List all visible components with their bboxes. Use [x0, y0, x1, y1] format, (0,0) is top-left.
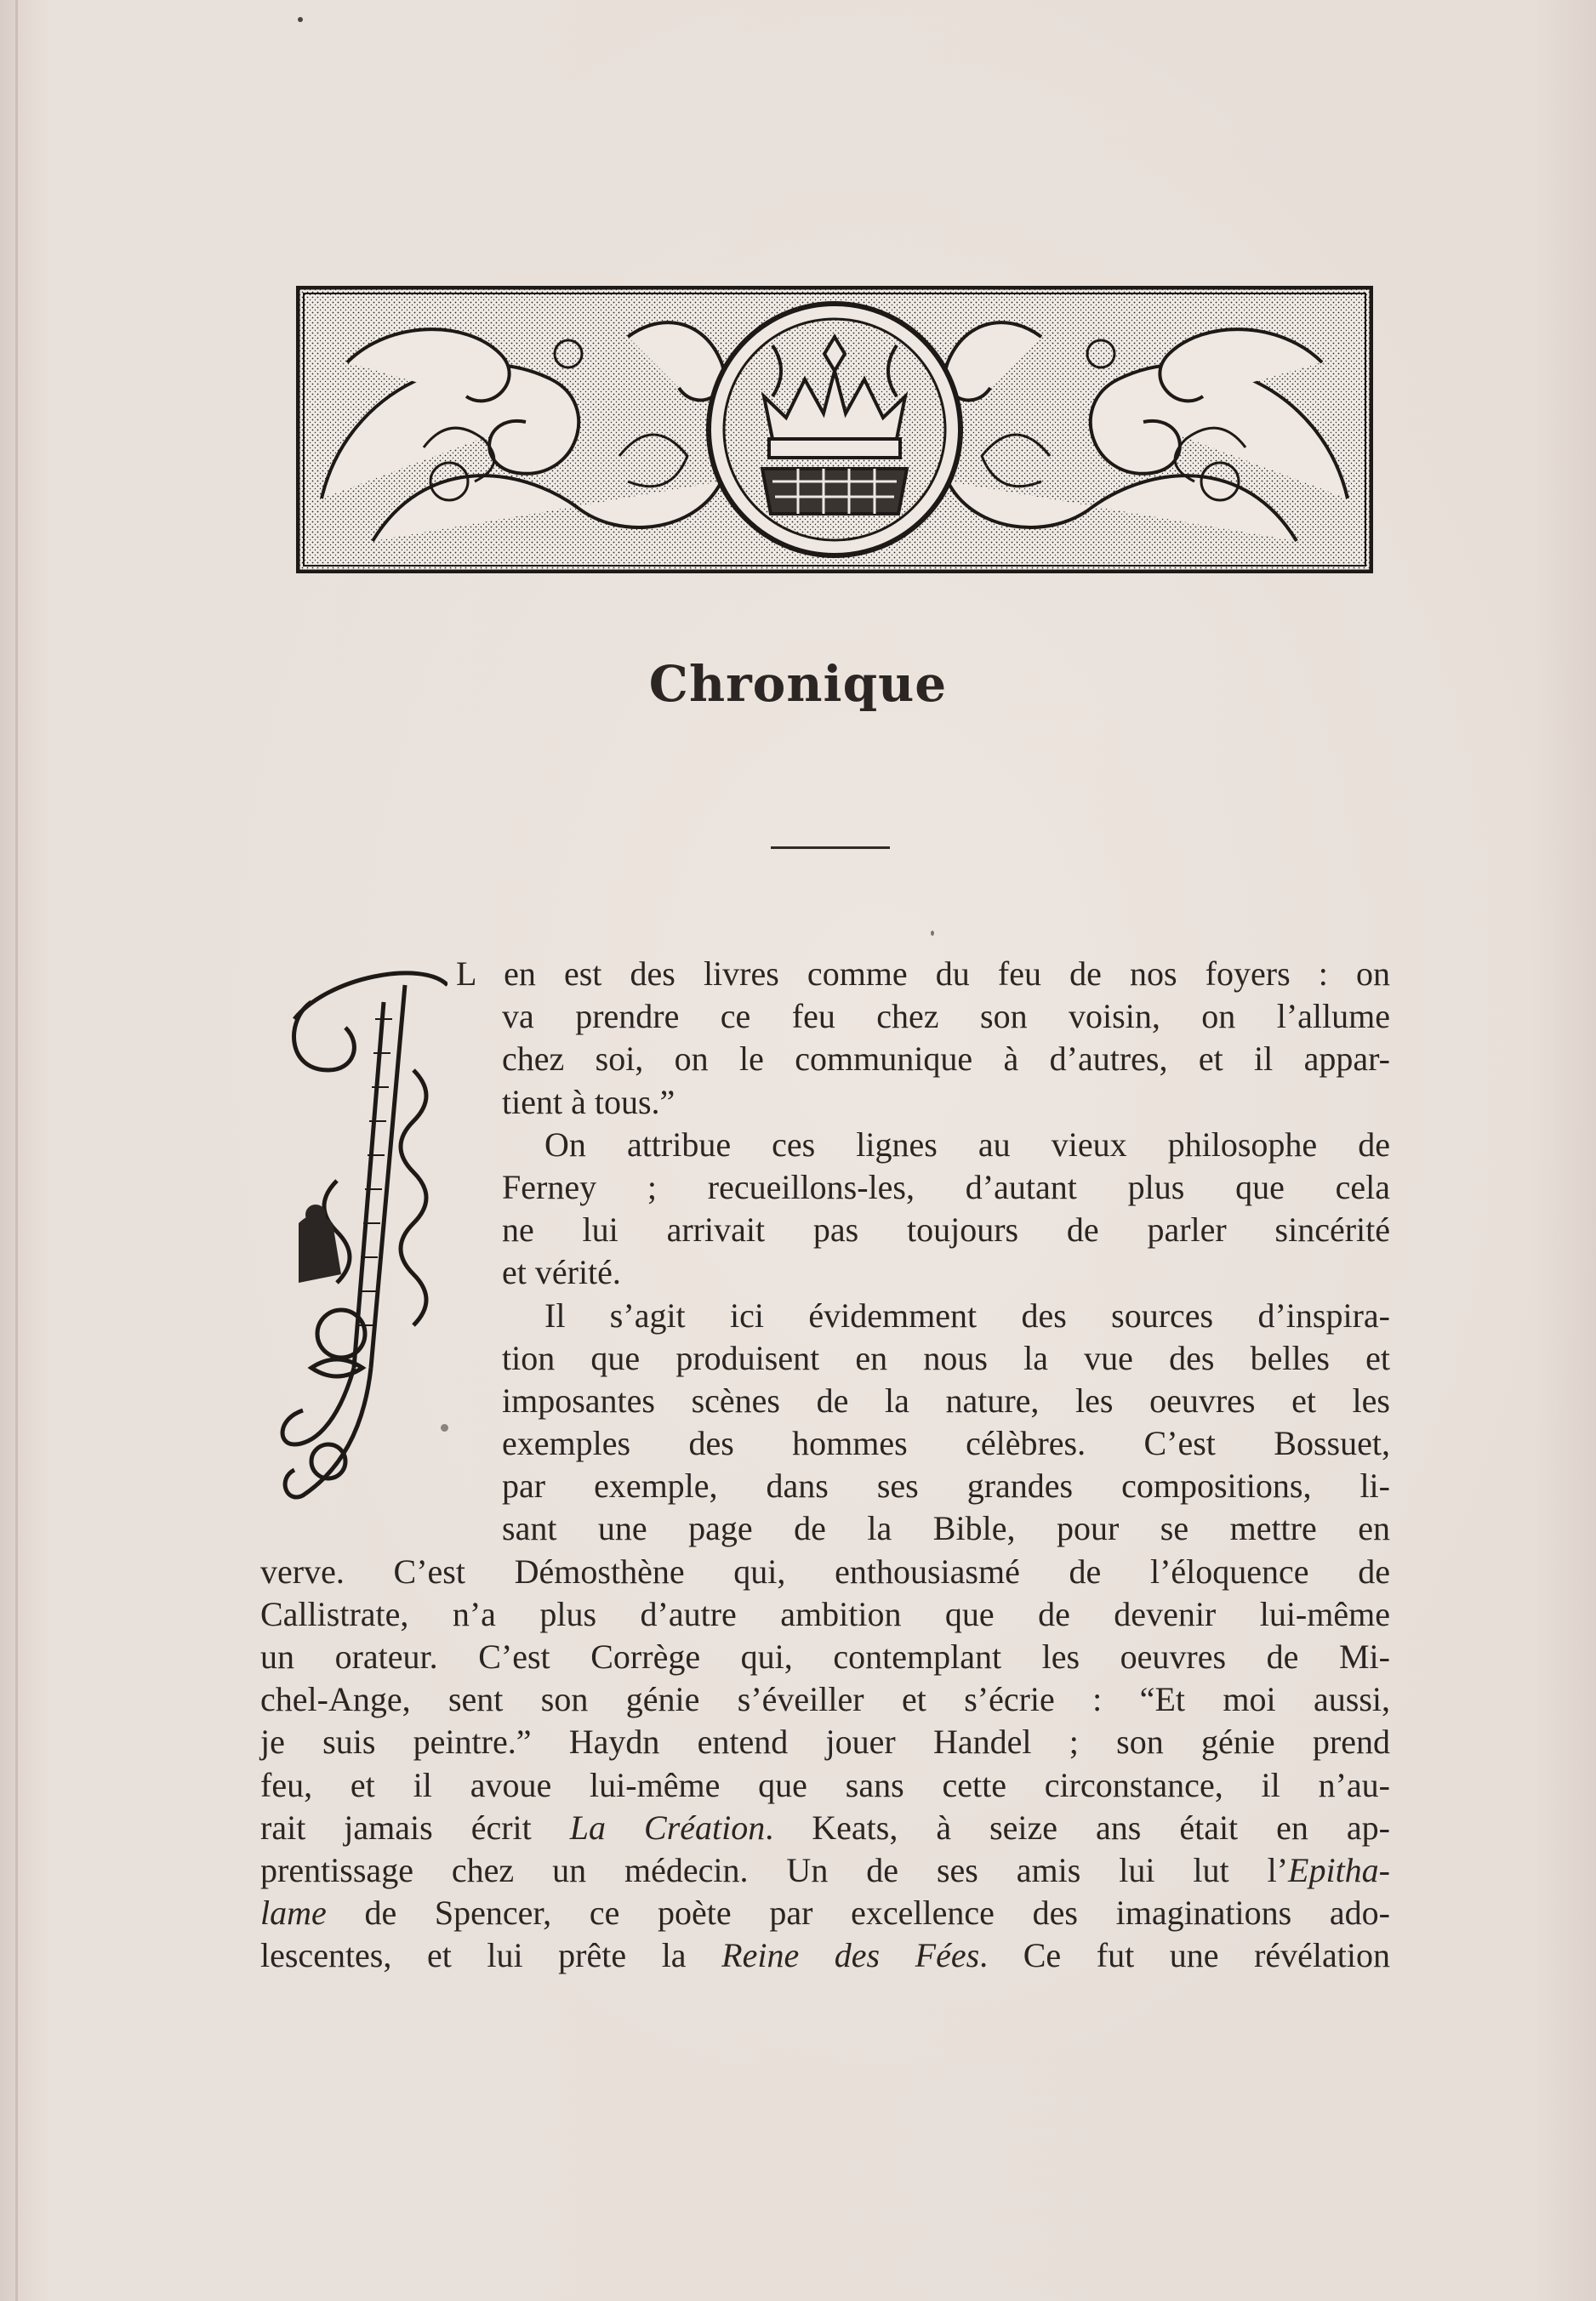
text-line: prentissage chez un médecin. Un de ses amis lui lut l’Epitha-: [260, 1850, 1390, 1889]
text-line: tient à tous.”: [502, 1082, 675, 1121]
text-line: chez soi, on le communique à d’autres, et il appar-: [502, 1039, 1390, 1079]
text-line: verve. C’est Démosthène qui, enthousiasmé de l’éloquence de: [260, 1552, 1390, 1591]
page-gutter: [15, 0, 18, 2301]
crown-foliage-ornament-icon: [296, 286, 1373, 573]
title-rule: [771, 846, 890, 849]
text-line: Ferney ; recueillons-les, d’autant plus que cela: [502, 1167, 1390, 1206]
text-line: imposantes scènes de la nature, les oeuvres et les: [502, 1381, 1390, 1420]
text-line: On attribue ces lignes au vieux philosophe de: [544, 1125, 1390, 1164]
text-line: sant une page de la Bible, pour se mettre en: [502, 1509, 1390, 1548]
text-line: lescentes, et lui prête la Reine des Fées. Ce fut une révélation: [260, 1936, 1390, 1975]
text-line: lame de Spencer, ce poète par excellence des imaginations ado-: [260, 1894, 1390, 1933]
text-line: va prendre ce feu chez son voisin, on l’allume: [502, 997, 1390, 1036]
ornamental-headpiece: [296, 286, 1373, 573]
text-line: exemples des hommes célèbres. C’est Bossuet,: [502, 1424, 1390, 1463]
ink-speck: [298, 17, 303, 22]
text-line: ne lui arrivait pas toujours de parler sincérité: [502, 1210, 1390, 1250]
text-line: rait jamais écrit La Création. Keats, à seize ans était en ap-: [260, 1808, 1390, 1847]
text-line: je suis peintre.” Haydn entend jouer Handel ; son génie prend: [260, 1723, 1390, 1762]
text-line: et vérité.: [502, 1253, 621, 1292]
text-line: chel-Ange, sent son génie s’éveiller et s’écrie : “Et moi aussi,: [260, 1680, 1390, 1719]
chapter-title: Chronique: [648, 655, 948, 713]
ink-speck: [931, 931, 934, 936]
text-line: un orateur. C’est Corrège qui, contemplant les oeuvres de Mi-: [260, 1637, 1390, 1676]
text-line: feu, et il avoue lui-même que sans cette circonstance, il n’au-: [260, 1765, 1390, 1804]
chronique-body: [260, 953, 1390, 1978]
text-line: L en est des livres comme du feu de nos foyers : on: [456, 954, 1390, 993]
text-line: par exemple, dans ses grandes compositions, li-: [502, 1467, 1390, 1506]
text-line: Il s’agit ici évidemment des sources d’inspira-: [544, 1296, 1390, 1335]
text-line: Callistrate, n’a plus d’autre ambition que de devenir lui-même: [260, 1594, 1390, 1633]
text-line: tion que produisent en nous la vue des belles et: [502, 1338, 1390, 1377]
